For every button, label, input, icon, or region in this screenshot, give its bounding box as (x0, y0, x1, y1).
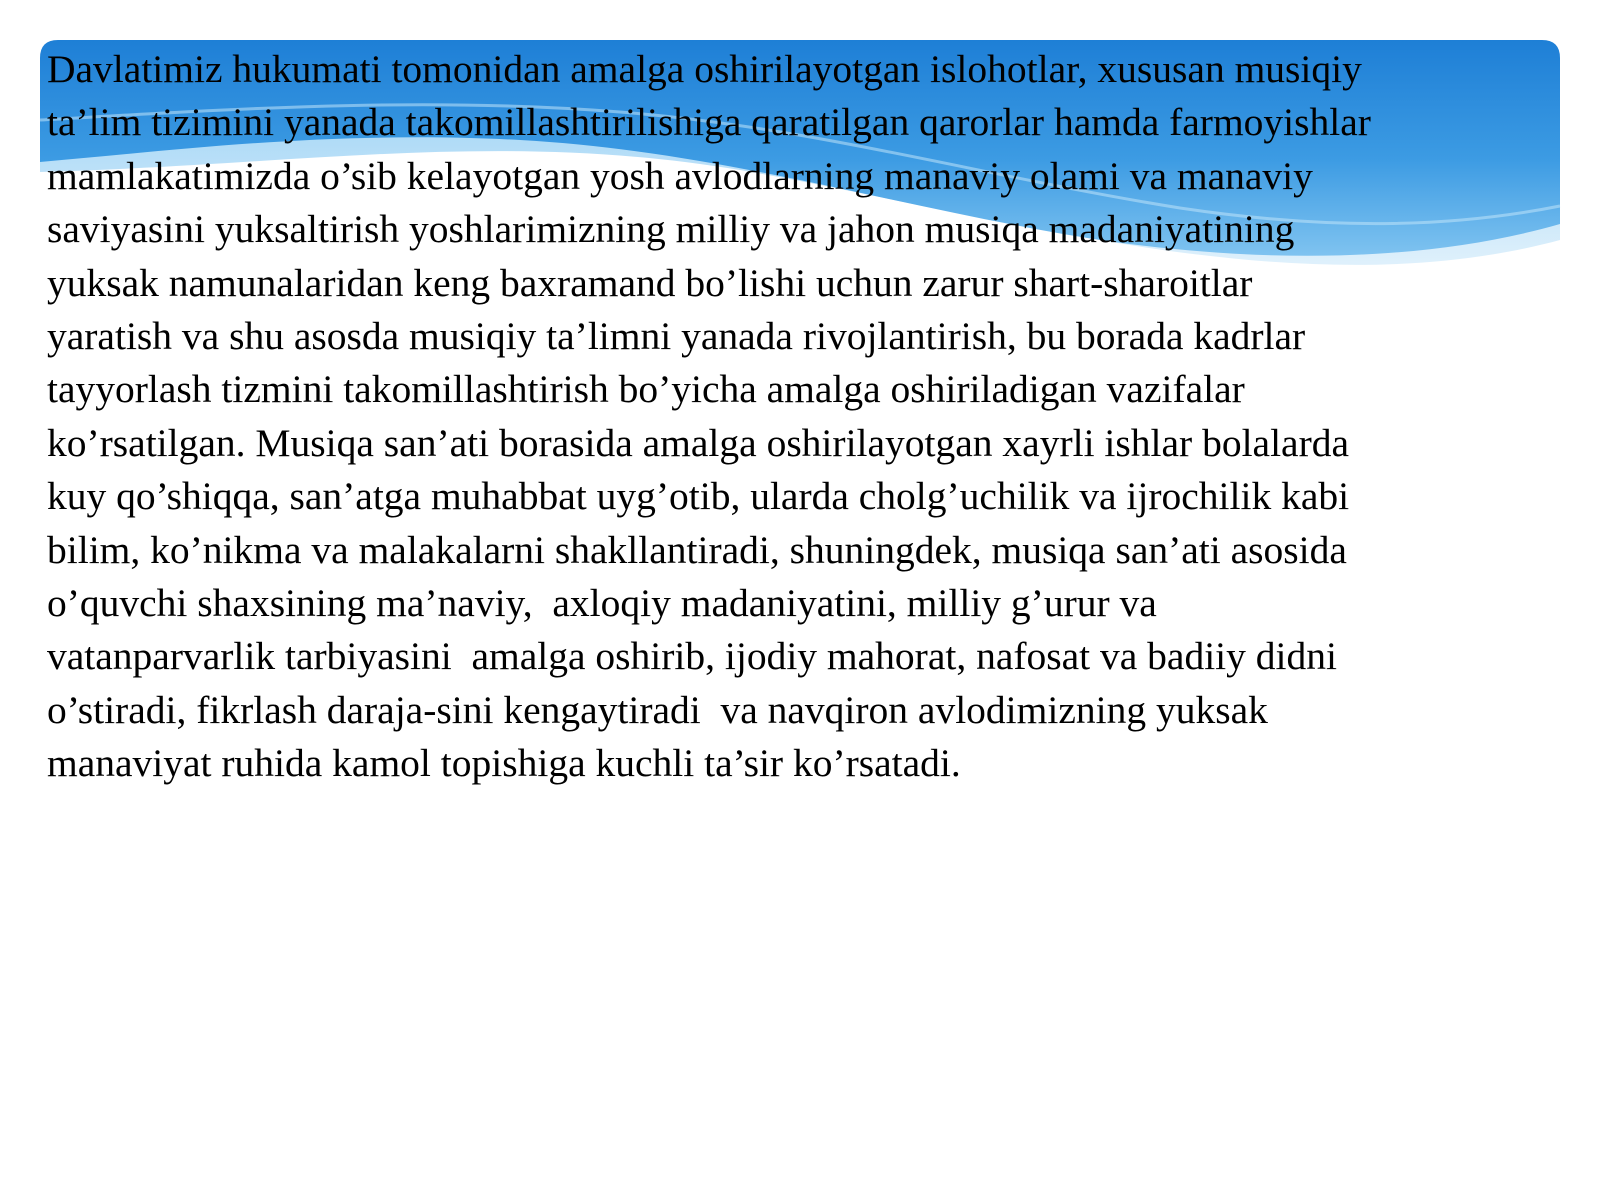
body-line: mamlakatimizda o’sib kelayotgan yosh avlodlarning manaviy olami va manaviy (47, 153, 1313, 198)
body-line: saviyasini yuksaltirish yoshlarimizning milliy va jahon musiqa madaniyatining (47, 207, 1295, 252)
body-line: o’quvchi shaxsining ma’naviy, axloqiy madaniyatini, milliy g’urur va (47, 581, 1157, 626)
body-line: yuksak namunalaridan keng baxramand bo’lishi uchun zarur shart-sharoitlar (47, 260, 1253, 305)
body-line: ta’lim tizimini yanada takomillashtirilishiga qaratilgan qarorlar hamda farmoyishlar (47, 100, 1371, 145)
body-line: yaratish va shu asosda musiqiy ta’limni yanada rivojlantirish, bu borada kadrlar (47, 314, 1306, 359)
body-line: o’stiradi, fikrlash daraja-sini kengaytiradi va navqiron avlodimizning yuksak (47, 687, 1268, 732)
body-line: kuy qo’shiqqa, san’atga muhabbat uyg’otib, ularda cholg’uchilik va ijrochilik kabi (47, 474, 1350, 519)
body-line: ko’rsatilgan. Musiqa san’ati borasida amalga oshirilayotgan xayrli ishlar bolalarda (47, 420, 1350, 465)
body-line: vatanparvarlik tarbiyasini amalga oshirib, ijodiy mahorat, nafosat va badiiy didni (47, 634, 1337, 679)
body-paragraph (47, 43, 1567, 791)
body-line: manaviyat ruhida kamol topishiga kuchli ta’sir ko’rsatadi. (47, 741, 961, 786)
body-line: bilim, ko’nikma va malakalarni shakllantiradi, shuningdek, musiqa san’ati asosida (47, 527, 1347, 572)
body-line: Davlatimiz hukumati tomonidan amalga oshirilayotgan islohotlar, xususan musiqiy (47, 47, 1362, 91)
body-line: tayyorlash tizmini takomillashtirish bo’yicha amalga oshiriladigan vazifalar (47, 367, 1245, 412)
